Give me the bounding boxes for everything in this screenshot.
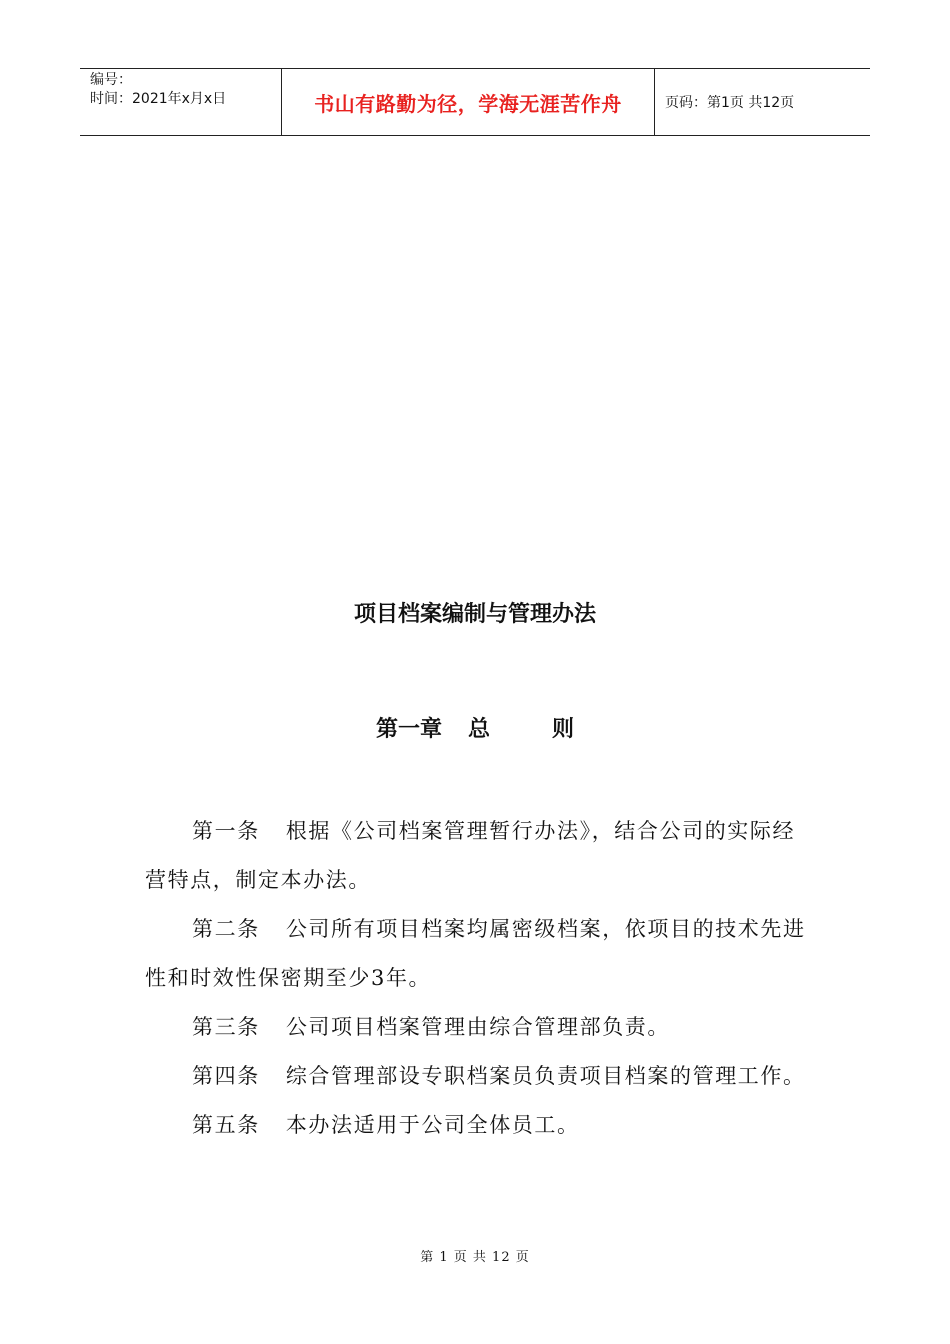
page-footer: 第 1 页 共 12 页 [420,1250,530,1265]
article-label: 第四条 [192,1064,260,1088]
article-text: 综合管理部设专职档案员负责项目档案的管理工作。 [285,1064,806,1088]
chapter-heading [0,712,950,743]
article-text: 公司所有项目档案均属密级档案，依项目的技术先进性和时效性保密期至少3年。 [145,917,806,990]
article-label: 第五条 [192,1113,260,1137]
document-title: 项目档案编制与管理办法 [353,602,596,627]
article-text: 公司项目档案管理由综合管理部负责。 [285,1015,671,1039]
article-text: 根据《公司档案管理暂行办法》，结合公司的实际经营特点，制定本办法。 [145,819,796,892]
document-body [145,807,809,1150]
chapter-name-part2: 则 [552,717,575,742]
chapter-name-part1: 总 [467,717,490,742]
article-label: 第二条 [192,917,260,941]
article-paragraph [145,1052,809,1101]
serial-label: 编号： [90,72,132,88]
article-paragraph [145,1003,809,1052]
article-text: 本办法适用于公司全体员工。 [285,1113,580,1137]
article-paragraph [145,1101,809,1150]
article-paragraph [145,807,809,905]
page-header [80,68,870,136]
article-label: 第三条 [192,1015,260,1039]
date-label: 时间：2021年x月x日 [90,91,227,107]
header-page-info: 页码：第1页 共12页 [665,95,795,111]
header-meta [80,69,282,135]
chapter-number: 第一章 [375,717,442,742]
article-label: 第一条 [192,819,260,843]
header-motto: 书山有路勤为径，学海无涯苦作舟 [282,69,655,135]
article-paragraph [145,905,809,1003]
